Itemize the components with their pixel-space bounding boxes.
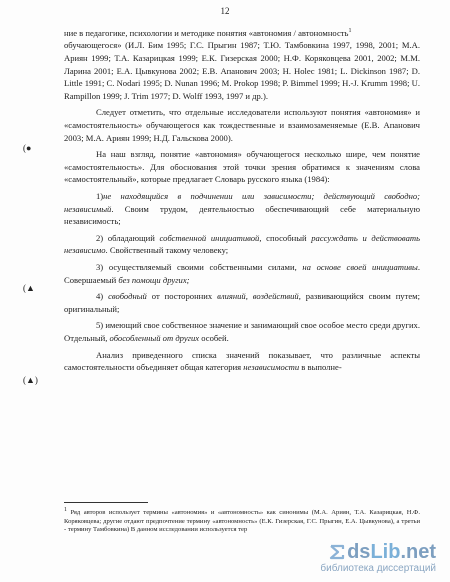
page-number: 12	[220, 6, 230, 16]
margin-mark: (▲	[23, 283, 35, 293]
margin-mark: (▲)	[23, 375, 38, 385]
watermark-subtitle: библиотека диссертаций	[320, 563, 436, 574]
footnote: $^1$ Ряд авторов использует термины «автономия» и «автономность» как синонимы (М.А. Ариян, Т.А. Казарицкая, Н.Ф. Коряковцева; другие отдают предпочтение термину «автономность» (Е.К. Гизерская, Г.С. Прыгин, Е.А. Цывкунова), а третьи - термину Тамбовкина) В данном исследовании используется тер	[64, 507, 420, 533]
list-item: 4) свободный от посторонних влияний, воздействий, развивающийся своим путем; оригинальный;	[64, 291, 420, 314]
paragraph: ние в педагогике, психологии и методике понятия «автономия / автономность$^1$	[64, 27, 352, 38]
dslib-logo-icon	[329, 544, 347, 560]
dslib-watermark	[320, 542, 436, 574]
list-item: 3) осуществляемый своими собственными силами, на основе своей инициативы. Совершаемый без помощи других;	[64, 261, 420, 285]
paragraph: Анализ приведенного списка значений показывает, что различные аспекты самостоятельности объединяет общая категория независимости в выполне-	[64, 349, 420, 373]
list-item: 2) обладающий собственной инициативой, способный рассуждать и действовать независимо. Свойственный такому человеку;	[64, 232, 421, 256]
paragraph: Следует отметить, что отдельные исследователи используют понятия «автономия» и «самостоятельность» обучающегося как тождественные и взаимозаменяемые (Е.В. Апанович 2003; М.А. Ариян 1999; Н.Д. Гальскова 2000).	[64, 107, 420, 143]
list-item: 1)не находящийся в подчинении или зависимости; действующий свободно; независимый. Своим трудом, деятельностью обеспечивающий себе материальную независимость;	[64, 190, 420, 227]
main-text	[64, 25, 420, 374]
margin-mark: (●	[23, 143, 32, 153]
footnote-divider	[64, 502, 148, 503]
paragraph: На наш взгляд, понятие «автономия» обучающегося несколько шире, чем понятие «самостоятельность». Для обоснования этой точки зрения обратимся к значениям слова «самостоятельный», которые предлагает Словарь русского языка (1984):	[64, 149, 420, 185]
list-item: 5) имеющий свое собственное значение и занимающий свое особое место среди других. Отдельный, обособленный от других особей.	[64, 320, 420, 343]
paragraph: обучающегося» (И.Л. Бим 1995; Г.С. Прыгин 1987; Т.Ю. Тамбовкина 1997, 1998, 2001; М.А. Ариян 1999; Т.А. Казарицкая 1999; Е.К. Гизерская 2000; Н.Ф. Коряковцева 2001, 2002; М.М. Ларина 2001; Е.А. Цывкунова 2002; Е.В. Апанович 2003; H. Holec 1981; L. Dickinson 1987; D. Little 1991; C. Nodari 1995; D. Nunan 1996; M. Prokop 1998; P. Bimmel 1999; H.-J. Krumm 1998; U. Rampillon 1999; J. Trim 1977; D. Wolff 1993, 1997 и др.).	[64, 40, 420, 101]
watermark-brand: dsLib.net	[320, 542, 436, 562]
